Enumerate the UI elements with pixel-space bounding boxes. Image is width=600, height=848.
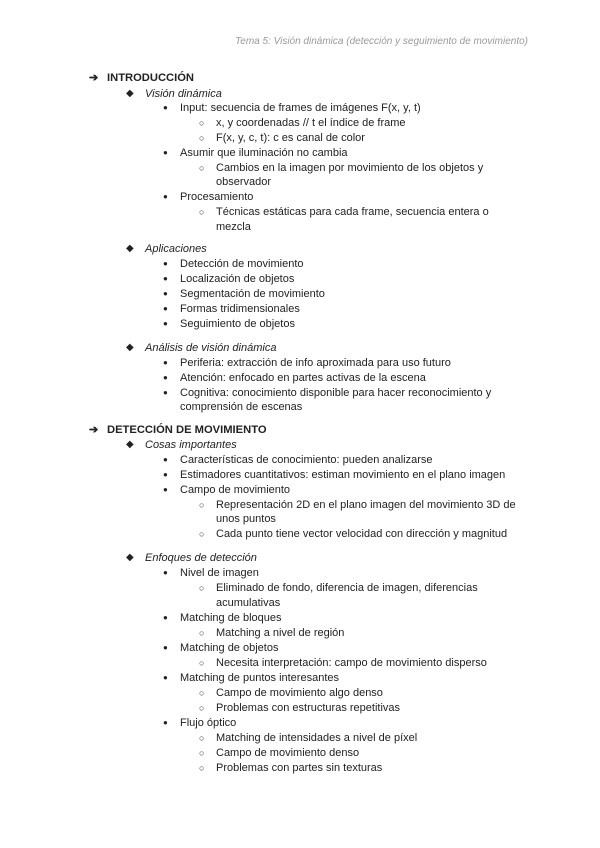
circle-bullet-icon: ○ <box>199 628 205 638</box>
diamond-icon: ◆ <box>126 552 134 563</box>
bullet-icon: ● <box>163 568 168 577</box>
circle-bullet-icon: ○ <box>199 703 205 713</box>
diamond-icon: ◆ <box>126 88 134 99</box>
circle-bullet-icon: ○ <box>199 763 205 773</box>
page-header: Tema 5: Visión dinámica (detección y seguimiento de movimiento) <box>235 36 528 47</box>
bullet-icon: ● <box>163 103 168 112</box>
arrow-icon: ➔ <box>89 424 99 436</box>
bullet-icon: ● <box>163 373 168 382</box>
bullet-icon: ● <box>163 148 168 157</box>
bullet-icon: ● <box>163 259 168 268</box>
circle-bullet-icon: ○ <box>199 583 205 593</box>
circle-bullet-icon: ○ <box>199 133 205 143</box>
bullet-icon: ● <box>163 470 168 479</box>
diamond-icon: ◆ <box>126 243 134 254</box>
circle-bullet-icon: ○ <box>199 688 205 698</box>
bullet-icon: ● <box>163 289 168 298</box>
bullet-icon: ● <box>163 304 168 313</box>
bullet-icon: ● <box>163 485 168 494</box>
bullet-icon: ● <box>163 673 168 682</box>
circle-bullet-icon: ○ <box>199 118 205 128</box>
bullet-icon: ● <box>163 274 168 283</box>
bullet-icon: ● <box>163 455 168 464</box>
arrow-icon: ➔ <box>89 72 99 84</box>
diamond-icon: ◆ <box>126 439 134 450</box>
bullet-icon: ● <box>163 319 168 328</box>
bullet-icon: ● <box>163 613 168 622</box>
circle-bullet-icon: ○ <box>199 733 205 743</box>
circle-bullet-icon: ○ <box>199 163 205 173</box>
circle-bullet-icon: ○ <box>199 658 205 668</box>
diamond-icon: ◆ <box>126 342 134 353</box>
bullet-icon: ● <box>163 718 168 727</box>
circle-bullet-icon: ○ <box>199 748 205 758</box>
bullet-icon: ● <box>163 388 168 397</box>
bullet-icon: ● <box>163 643 168 652</box>
circle-bullet-icon: ○ <box>199 500 205 510</box>
bullet-icon: ● <box>163 192 168 201</box>
bullet-icon: ● <box>163 358 168 367</box>
circle-bullet-icon: ○ <box>199 529 205 539</box>
circle-bullet-icon: ○ <box>199 207 205 217</box>
